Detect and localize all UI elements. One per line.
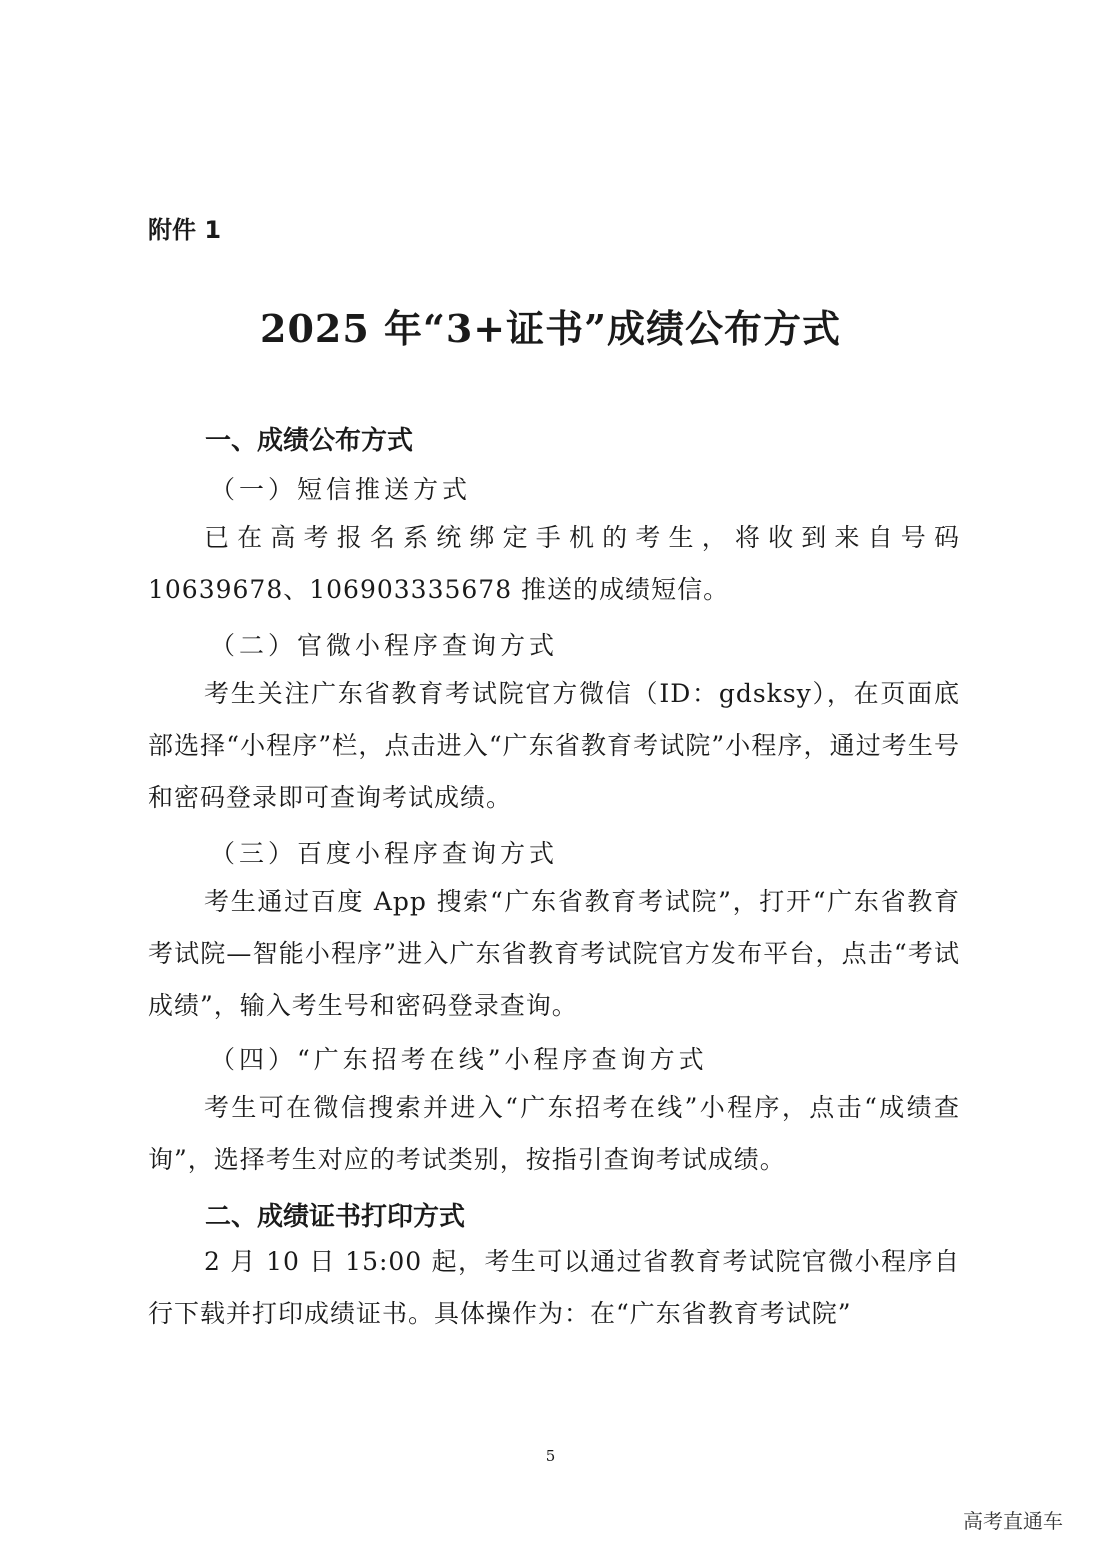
- section2-heading: 二、成绩证书打印方式: [205, 1202, 466, 1232]
- watermark: 高考直通车: [963, 1509, 1063, 1533]
- sub3-text: 考生通过百度 App 搜索“广东省教育考试院”，打开“广东省教育考试院—智能小程序”进入广东省教育考试院官方发布平台，点击“考试成绩”，输入考生号和密码登录查询。: [148, 887, 960, 1020]
- document-title: 2025 年“3+证书”成绩公布方式: [260, 306, 841, 351]
- sub3-heading: （三）百度小程序查询方式: [210, 839, 559, 868]
- sub4-text: 考生可在微信搜索并进入“广东招考在线”小程序，点击“成绩查询”，选择考生对应的考试类别，按指引查询考试成绩。: [148, 1093, 960, 1174]
- sub2-text: 考生关注广东省教育考试院官方微信（ID：gdsksy），在页面底部选择“小程序”栏，点击进入“广东省教育考试院”小程序，通过考生号和密码登录即可查询考试成绩。: [148, 679, 960, 812]
- attachment-label: 附件 1: [148, 216, 222, 244]
- sub1-heading: （一）短信推送方式: [210, 475, 472, 504]
- sub1-text: 已在高考报名系统绑定手机的考生，将收到来自号码10639678、106903335678 推送的成绩短信。: [148, 523, 960, 604]
- section2-text: 2 月 10 日 15:00 起，考生可以通过省教育考试院官微小程序自行下载并打印成绩证书。具体操作为：在“广东省教育考试院”: [148, 1247, 960, 1328]
- sub4-heading: （四）“广东招考在线”小程序查询方式: [210, 1045, 708, 1074]
- page-number: 5: [545, 1447, 556, 1465]
- section1-heading: 一、成绩公布方式: [205, 426, 414, 456]
- sub2-heading: （二）官微小程序查询方式: [210, 631, 559, 660]
